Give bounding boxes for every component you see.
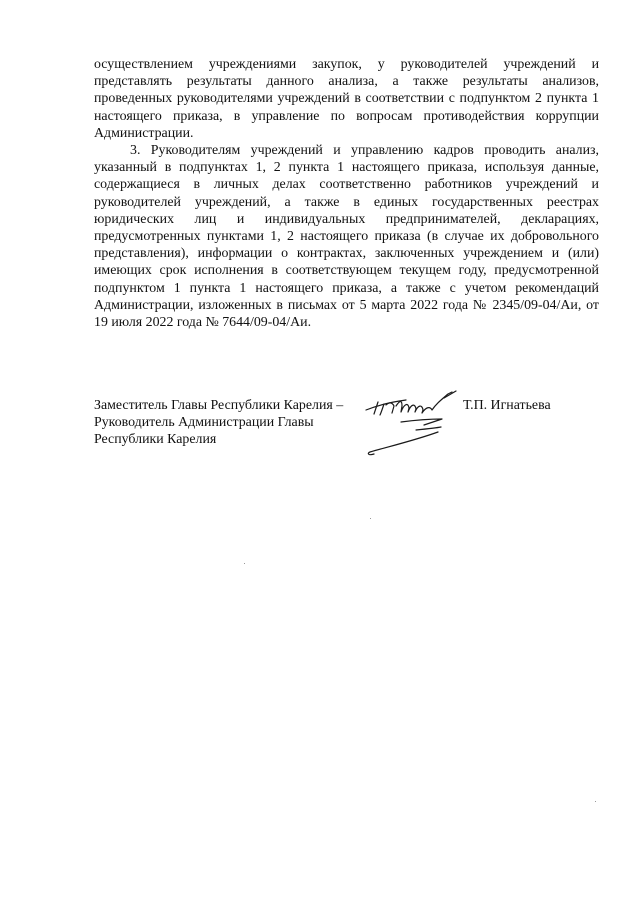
paragraph: осуществлением учреждениями закупок, у руководителей учреждений и представлять результаты данного анализа, а также результаты анализов, проведенных руководителями учреждений в соответствии с подпунктом 2 пункта 1 настоящего приказа, в управление по вопросам противодействия коррупции Администрации. [94,57,599,141]
handwritten-signature [356,380,466,460]
scan-speck [370,518,371,519]
signatory-position [94,397,343,449]
position-line: Заместитель Главы Республики Карелия – [94,398,344,413]
scan-speck [244,563,245,564]
position-line: Республики Карелия [94,432,217,448]
document-body [94,56,599,331]
scan-speck [595,801,596,802]
paragraph: 3. Руководителям учреждений и управлению кадров проводить анализ, указанный в подпунктах 1, 2 пункта 1 настоящего приказа, используя данные, содержащиеся в личных делах соответственно работников учреждений и руководителей учреждений, а также в единых государственных реестрах юридических лиц и индивидуальных предпринимателей, декларациях, предусмотренных пунктами 1, 2 настоящего приказа (в случае их добровольного представления), информации о контрактах, заключенных учреждением и (или) имеющих срок исполнения в соответствующем текущем году, предусмотренной подпунктом 1 пункта 1 настоящего приказа, а также с учетом рекомендаций Администрации, изложенных в письмах от 5 марта 2022 года № 2345/09-04/Аи, от 19 июля 2022 года № 7644/09-04/Аи. [94,143,599,331]
signatory-name: Т.П. Игнатьева [463,398,551,413]
position-line: Руководитель Администрации Главы [94,415,314,431]
